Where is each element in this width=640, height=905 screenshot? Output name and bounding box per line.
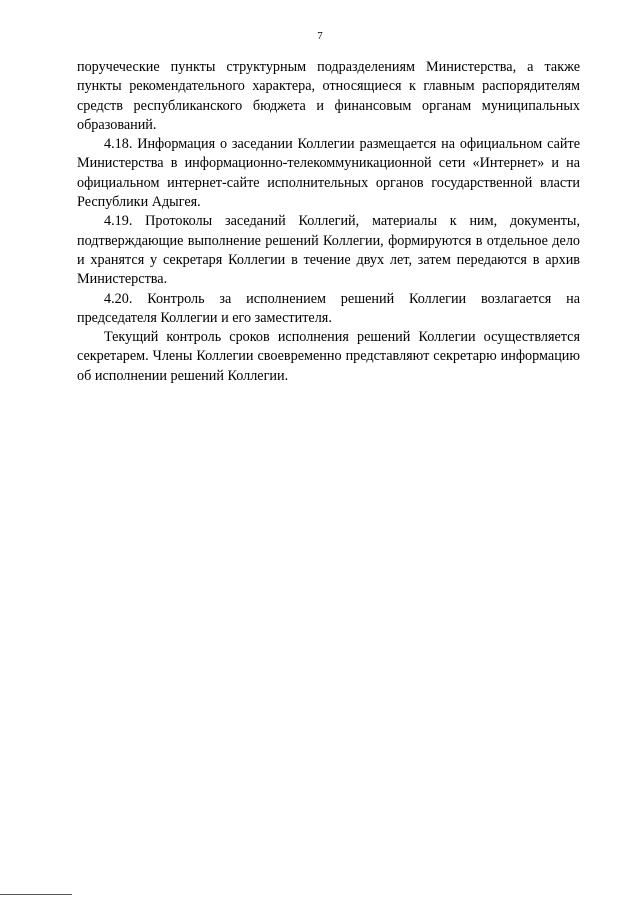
footer-rule bbox=[0, 894, 72, 895]
paragraph-4-19: 4.19. Протоколы заседаний Коллегий, материалы к ним, документы, подтверждающие выполнение решений Коллегии, формируются в отдельное дело и хранятся у секретаря Коллегии в течение двух лет, затем передаются в архив Министерства. bbox=[77, 213, 580, 288]
paragraph-current-control: Текущий контроль сроков исполнения решений Коллегии осуществляется секретарем. Члены Коллегии своевременно представляют секретарю информацию об исполнении решений Коллегии. bbox=[77, 329, 580, 384]
page-number: 7 bbox=[317, 30, 323, 42]
paragraph-4-18: 4.18. Информация о заседании Коллегии размещается на официальном сайте Министерства в информационно-телекоммуникационной сети «Интернет» и на официальном интернет-сайте исполнительных органов государственной власти Республики Адыгея. bbox=[77, 136, 580, 211]
paragraph-4-20: 4.20. Контроль за исполнением решений Коллегии возлагается на председателя Коллегии и его заместителя. bbox=[77, 290, 580, 326]
paragraph-continuation: поручеческие пункты структурным подразделениям Министерства, а также пункты рекомендательного характера, относящиеся к главным распорядителям средств республиканского бюджета и финансовым органам муниципальных образований. bbox=[77, 59, 580, 133]
document-body bbox=[77, 58, 580, 386]
